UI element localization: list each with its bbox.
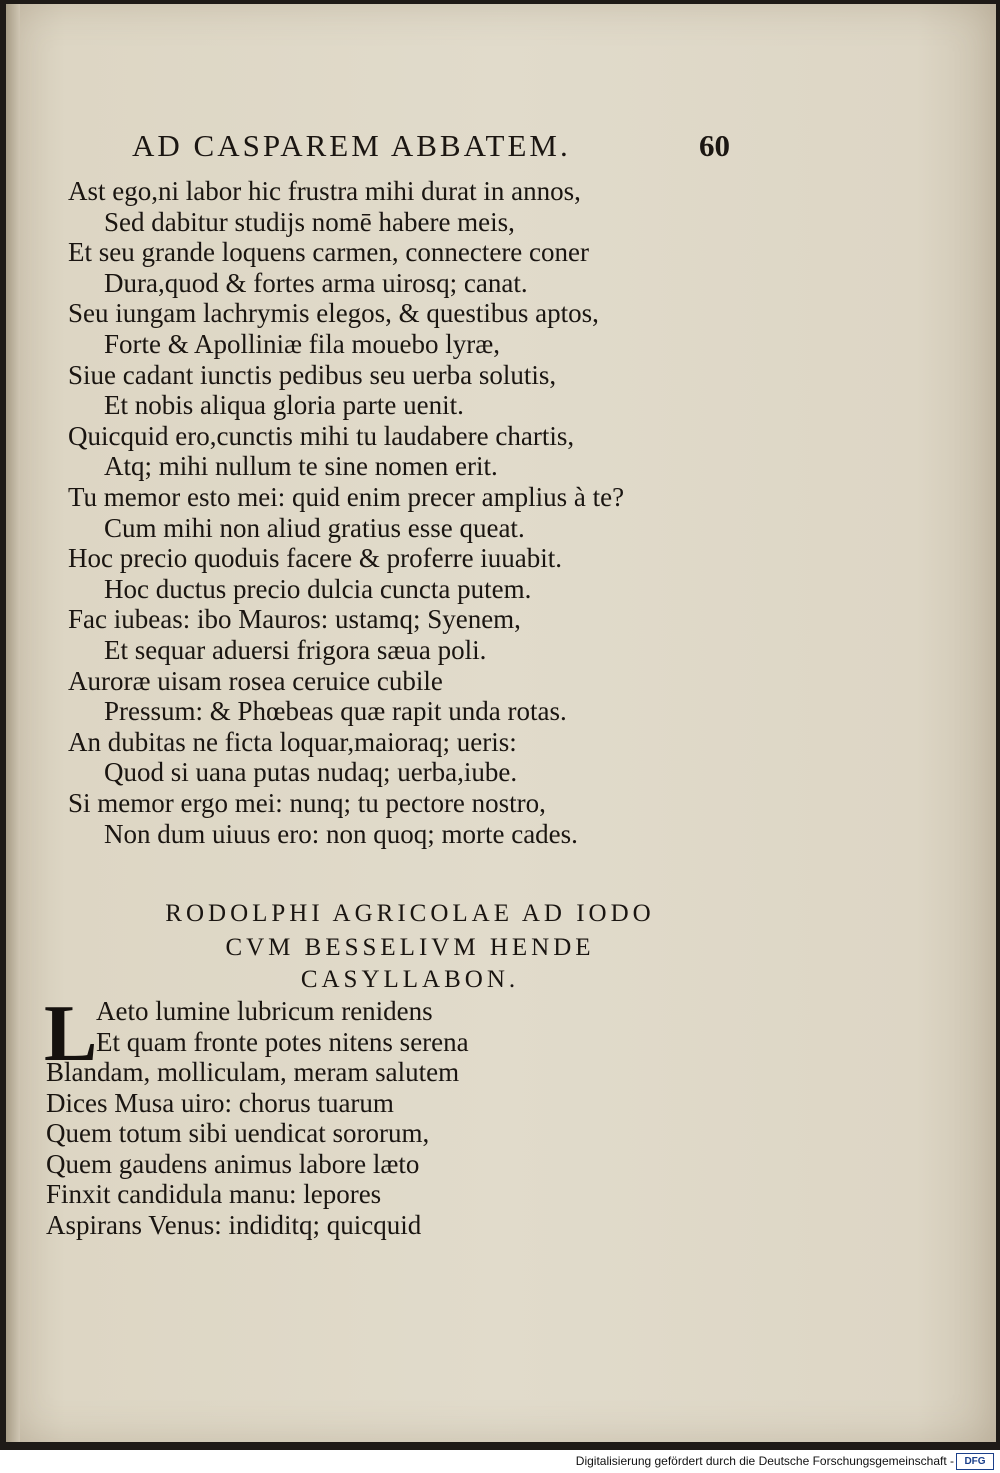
verse-line: Forte & Apolliniæ fila mouebo lyræ, [104,329,500,359]
footer-bar [0,1450,1000,1473]
verse-line: Siue cadant iunctis pedibus seu uerba solutis, [68,359,557,390]
verse-line: Pressum: & Phœbeas quæ rapit unda rotas. [104,696,567,727]
verse-line: Dura,quod & fortes arma uirosq; canat. [104,267,528,298]
funding-notice: Digitalisierung gefördert durch die Deutsche Forschungsgemeinschaft - [575,1454,954,1468]
verse-line: An dubitas ne ficta loquar,maioraq; ueris: [68,726,517,757]
verse-line: Et seu grande loquens carmen, connectere coner [68,237,590,268]
verse-line: Aeto lumine lubricum renidens [96,996,433,1026]
verse-line: Quicquid ero,cunctis mihi tu laudabere chartis, [68,420,575,451]
verse-line: Si memor ergo mei: nunq; tu pectore nostro, [68,788,546,818]
verse-line: Cum mihi non aliud gratius esse queat. [104,512,525,543]
verse-line: Ast ego,ni labor hic frustra mihi durat in annos, [68,176,581,206]
verse-line: Hoc precio quoduis facere & proferre iuuabit. [68,543,563,574]
verse-line: Quem gaudens animus labore læto [46,1148,420,1179]
verse-line: Et sequar aduersi frigora sæua poli. [104,635,487,665]
verse-line: Tu memor esto mei: quid enim precer amplius à te? [68,482,625,512]
verse-line: Dices Musa uiro: chorus tuarum [46,1087,394,1118]
page-gutter [6,4,20,1442]
verse-line: Atq; mihi nullum te sine nomen erit. [104,451,498,482]
drop-initial: L [44,990,98,1078]
verse-line: Seu iungam lachrymis elegos, & questibus aptos, [68,298,599,329]
verse-line: Blandam, molliculam, meram salutem [46,1057,460,1087]
verse-line: Et quam fronte potes nitens serena [96,1026,469,1057]
folio-number: 60 [699,128,730,163]
heading-line: CVM BESSELIVM HENDE [225,934,595,961]
verse-line: Aspirans Venus: indiditq; quicquid [46,1209,422,1240]
verse-line: Sed dabitur studijs nomē habere meis, [104,206,515,237]
dfg-logo-icon: DFG [956,1453,994,1470]
verse-line: Hoc ductus precio dulcia cuncta putem. [104,573,532,604]
verse-line: Finxit candidula manu: lepores [46,1179,382,1209]
heading-line: RODOLPHI AGRICOLAE AD IODO [165,900,655,927]
verse-line: Auroræ uisam rosea ceruice cubile [68,665,443,696]
heading-line: CASYLLABON. [300,966,520,993]
running-title: AD CASPAREM ABBATEM. [132,128,571,163]
verse-line: Quem totum sibi uendicat sororum, [46,1118,430,1148]
verse-line: Quod si uana putas nudaq; uerba,iube. [104,757,518,788]
page-header [132,128,752,176]
verse-line: Fac iubeas: ibo Mauros: ustamq; Syenem, [68,604,521,635]
verse-line: Non dum uiuus ero: non quoq; morte cades. [104,818,578,849]
verse-line: Et nobis aliqua gloria parte uenit. [104,390,464,421]
